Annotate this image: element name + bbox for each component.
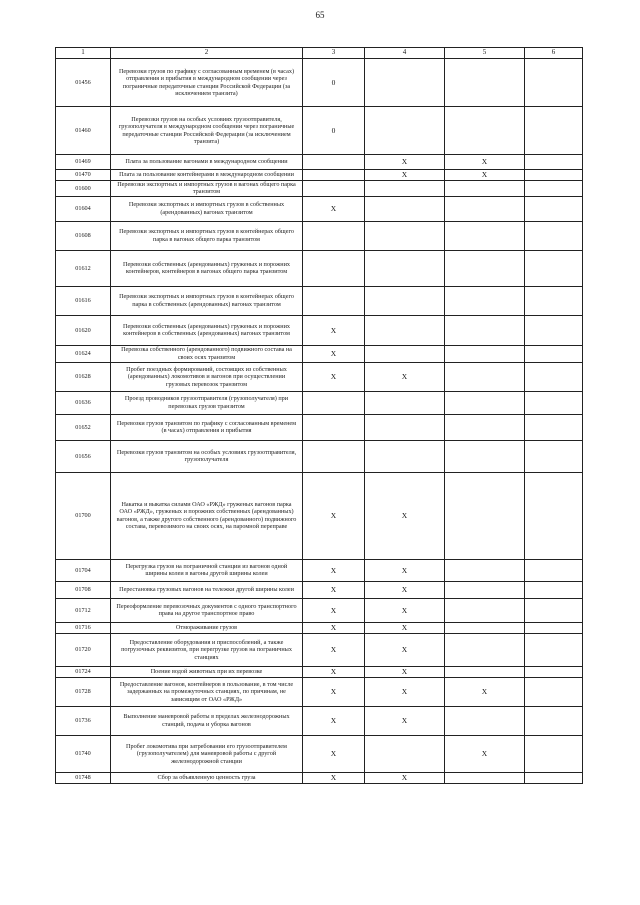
row-column-5-mark xyxy=(445,666,525,677)
row-column-3-mark: X xyxy=(303,345,365,362)
table-row xyxy=(56,391,583,414)
row-description: Перегрузка грузов на пограничной станции из вагонов одной ширины колеи в вагоны другой ширины колеи xyxy=(111,559,303,581)
row-column-4-mark xyxy=(365,440,445,472)
row-column-4-mark: X xyxy=(365,666,445,677)
table-row xyxy=(56,170,583,181)
row-column-5-mark xyxy=(445,345,525,362)
table-row xyxy=(56,559,583,581)
row-column-5-mark xyxy=(445,772,525,783)
row-column-6-mark xyxy=(525,362,583,391)
row-column-5-mark xyxy=(445,440,525,472)
table-row xyxy=(56,735,583,772)
row-column-3-mark: X xyxy=(303,472,365,559)
row-code: 01616 xyxy=(56,286,111,315)
row-code: 01612 xyxy=(56,250,111,286)
row-column-4-mark xyxy=(365,391,445,414)
row-description: Плата за пользование контейнерами в международном сообщении xyxy=(111,170,303,181)
row-column-5-mark xyxy=(445,391,525,414)
row-column-4-mark: X xyxy=(365,677,445,706)
row-description: Перевозка собственного (арендованного) подвижного состава на своих осях транзитом xyxy=(111,345,303,362)
row-column-5-mark xyxy=(445,315,525,345)
row-description: Сбор за объявленную ценность груза xyxy=(111,772,303,783)
row-description: Перестановка грузовых вагонов на тележки другой ширины колеи xyxy=(111,581,303,598)
row-column-6-mark xyxy=(525,598,583,622)
row-column-3-mark xyxy=(303,391,365,414)
row-column-5-mark xyxy=(445,706,525,735)
row-column-5-mark xyxy=(445,196,525,221)
row-code: 01652 xyxy=(56,414,111,440)
row-column-6-mark xyxy=(525,155,583,170)
row-column-3-mark: X xyxy=(303,735,365,772)
row-column-6-mark xyxy=(525,221,583,250)
row-column-5-mark xyxy=(445,633,525,666)
row-description: Пробег поездных формирований, состоящих из собственных (арендованных) локомотивов и вагонов при осуществлении грузовых перевозок транзитом xyxy=(111,362,303,391)
row-description: Предоставление вагонов, контейнеров в пользование, в том числе задержанных на промежуточных станциях, по причинам, не зависящим от ОАО «РЖД» xyxy=(111,677,303,706)
row-column-5-mark xyxy=(445,598,525,622)
row-description: Отмораживание грузов xyxy=(111,622,303,633)
table-row xyxy=(56,221,583,250)
row-code: 01716 xyxy=(56,622,111,633)
row-column-3-mark xyxy=(303,414,365,440)
row-code: 01604 xyxy=(56,196,111,221)
row-column-4-mark: X xyxy=(365,559,445,581)
row-column-5-mark: X xyxy=(445,677,525,706)
row-code: 01748 xyxy=(56,772,111,783)
column-header-6: 6 xyxy=(525,48,583,59)
row-column-5-mark xyxy=(445,221,525,250)
row-column-6-mark xyxy=(525,414,583,440)
row-code: 01620 xyxy=(56,315,111,345)
row-column-3-mark: X xyxy=(303,362,365,391)
row-column-3-mark: X xyxy=(303,581,365,598)
row-column-4-mark xyxy=(365,250,445,286)
row-column-6-mark xyxy=(525,706,583,735)
row-column-3-mark xyxy=(303,170,365,181)
table-row xyxy=(56,414,583,440)
table-row xyxy=(56,622,583,633)
row-code: 01628 xyxy=(56,362,111,391)
row-code: 01636 xyxy=(56,391,111,414)
table-row xyxy=(56,107,583,155)
row-column-5-mark xyxy=(445,286,525,315)
row-column-4-mark xyxy=(365,315,445,345)
row-code: 01724 xyxy=(56,666,111,677)
row-column-5-mark xyxy=(445,559,525,581)
row-description: Перевозки собственных (арендованных) груженых и порожних контейнеров в собственных (арендованных) вагонах транзитом xyxy=(111,315,303,345)
row-description: Перевозки грузов транзитом на особых условиях грузоотправителя, грузополучателя xyxy=(111,440,303,472)
row-column-5-mark xyxy=(445,59,525,107)
row-description: Перевозки грузов на особых условиях грузоотправителя, грузополучателя в международном сообщении через пограничные передаточные станции Российской Федерации (за исключением транзита) xyxy=(111,107,303,155)
row-column-5-mark xyxy=(445,581,525,598)
row-column-6-mark xyxy=(525,315,583,345)
row-column-4-mark xyxy=(365,196,445,221)
row-code: 01736 xyxy=(56,706,111,735)
row-column-3-mark xyxy=(303,181,365,197)
row-column-4-mark: X xyxy=(365,772,445,783)
column-header-4: 4 xyxy=(365,48,445,59)
row-column-5-mark: X xyxy=(445,170,525,181)
row-column-4-mark xyxy=(365,735,445,772)
row-code: 01600 xyxy=(56,181,111,197)
table-row xyxy=(56,181,583,197)
row-column-3-mark xyxy=(303,286,365,315)
row-code: 01456 xyxy=(56,59,111,107)
row-column-4-mark xyxy=(365,107,445,155)
row-column-6-mark xyxy=(525,345,583,362)
column-header-5: 5 xyxy=(445,48,525,59)
row-column-3-mark: X xyxy=(303,196,365,221)
table-row xyxy=(56,598,583,622)
table-row xyxy=(56,315,583,345)
row-description: Перевозки экспортных и импортных грузов в вагонах общего парка транзитом xyxy=(111,181,303,197)
row-column-4-mark: X xyxy=(365,622,445,633)
row-column-3-mark: X xyxy=(303,633,365,666)
table-row xyxy=(56,286,583,315)
row-column-3-mark xyxy=(303,155,365,170)
table-row xyxy=(56,155,583,170)
row-column-6-mark xyxy=(525,622,583,633)
row-column-6-mark xyxy=(525,666,583,677)
table-row xyxy=(56,666,583,677)
row-code: 01469 xyxy=(56,155,111,170)
services-table xyxy=(55,47,583,784)
row-column-4-mark: X xyxy=(365,362,445,391)
row-description: Плата за пользование вагонами в международном сообщении xyxy=(111,155,303,170)
row-column-5-mark: X xyxy=(445,155,525,170)
row-column-3-mark: X xyxy=(303,677,365,706)
row-column-6-mark xyxy=(525,391,583,414)
row-column-4-mark: X xyxy=(365,581,445,598)
row-description: Переоформление перевозочных документов с одного транспортного права на другое транспортное право xyxy=(111,598,303,622)
row-description: Выполнение маневровой работы в пределах железнодорожных станций, подача и уборка вагонов xyxy=(111,706,303,735)
row-column-6-mark xyxy=(525,286,583,315)
row-column-4-mark: X xyxy=(365,472,445,559)
row-column-4-mark: X xyxy=(365,633,445,666)
row-column-5-mark xyxy=(445,362,525,391)
row-column-6-mark xyxy=(525,440,583,472)
row-column-4-mark: X xyxy=(365,155,445,170)
row-column-3-mark: X xyxy=(303,706,365,735)
table-row xyxy=(56,581,583,598)
row-column-5-mark xyxy=(445,622,525,633)
row-code: 01704 xyxy=(56,559,111,581)
row-column-6-mark xyxy=(525,250,583,286)
row-description: Перевозки экспортных и импортных грузов в собственных (арендованных) вагонах транзитом xyxy=(111,196,303,221)
row-column-6-mark xyxy=(525,59,583,107)
row-description: Перевозки собственных (арендованных) груженых и порожних контейнеров, контейнеров в вагонах общего парка транзитом xyxy=(111,250,303,286)
row-column-3-mark: X xyxy=(303,559,365,581)
table-row xyxy=(56,362,583,391)
row-column-6-mark xyxy=(525,677,583,706)
page-number: 65 xyxy=(315,10,325,20)
row-column-4-mark xyxy=(365,286,445,315)
row-description: Перевозки экспортных и импортных грузов в контейнерах общего парка в вагонах общего парка транзитом xyxy=(111,221,303,250)
row-code: 01656 xyxy=(56,440,111,472)
row-column-5-mark: X xyxy=(445,735,525,772)
row-column-4-mark: X xyxy=(365,170,445,181)
row-column-4-mark xyxy=(365,345,445,362)
row-column-6-mark xyxy=(525,472,583,559)
row-column-5-mark xyxy=(445,250,525,286)
row-code: 01728 xyxy=(56,677,111,706)
table-row xyxy=(56,706,583,735)
row-code: 01720 xyxy=(56,633,111,666)
column-header-3: 3 xyxy=(303,48,365,59)
row-code: 01708 xyxy=(56,581,111,598)
row-column-6-mark xyxy=(525,772,583,783)
row-column-6-mark xyxy=(525,107,583,155)
row-column-6-mark xyxy=(525,581,583,598)
row-description: Накатка и выкатка силами ОАО «РЖД» груженых вагонов парка ОАО «РЖД», груженых и порожних собственных (арендованных) вагонов, а также другого собственного (арендованного) подвижного состава, перевозимого на своих осях, на паромной переправе xyxy=(111,472,303,559)
row-code: 01624 xyxy=(56,345,111,362)
row-column-3-mark: X xyxy=(303,622,365,633)
row-code: 01700 xyxy=(56,472,111,559)
table-body xyxy=(56,59,583,784)
row-column-4-mark xyxy=(365,221,445,250)
row-column-4-mark xyxy=(365,414,445,440)
row-description: Пробег локомотива при затребовании его грузоотправителем (грузополучателем) для маневровой работы с другой железнодорожной станции xyxy=(111,735,303,772)
row-column-6-mark xyxy=(525,181,583,197)
row-code: 01470 xyxy=(56,170,111,181)
row-column-5-mark xyxy=(445,472,525,559)
row-column-6-mark xyxy=(525,633,583,666)
row-column-6-mark xyxy=(525,170,583,181)
row-column-3-mark xyxy=(303,221,365,250)
row-column-6-mark xyxy=(525,559,583,581)
row-description: Перевозки грузов транзитом по графику с согласованным временем (в часах) отправления и прибытия xyxy=(111,414,303,440)
table-row xyxy=(56,677,583,706)
table-row xyxy=(56,440,583,472)
row-description: Перевозки грузов по графику с согласованным временем (в часах) отправления и прибытия в международном сообщении через пограничные передаточные станции Российской Федерации (за исключением транзита) xyxy=(111,59,303,107)
row-column-4-mark: X xyxy=(365,598,445,622)
row-description: Поение водой животных при их перевозке xyxy=(111,666,303,677)
row-code: 01608 xyxy=(56,221,111,250)
row-column-3-mark: X xyxy=(303,598,365,622)
row-description: Предоставление оборудования и приспособлений, а также погрузочных реквизитов, при перегрузке грузов на пограничных станциях xyxy=(111,633,303,666)
table-row xyxy=(56,633,583,666)
row-column-3-mark xyxy=(303,440,365,472)
row-code: 01740 xyxy=(56,735,111,772)
table-header-row xyxy=(56,48,583,59)
table-row xyxy=(56,59,583,107)
row-description: Проезд проводников грузоотправителя (грузополучателя) при перевозках грузов транзитом xyxy=(111,391,303,414)
row-column-6-mark xyxy=(525,196,583,221)
row-column-3-mark xyxy=(303,250,365,286)
row-column-3-mark: 0 xyxy=(303,59,365,107)
row-column-3-mark: X xyxy=(303,666,365,677)
table-row xyxy=(56,772,583,783)
column-header-1: 1 xyxy=(56,48,111,59)
table-row xyxy=(56,345,583,362)
row-description: Перевозки экспортных и импортных грузов в контейнерах общего парка в собственных (арендованных) вагонах транзитом xyxy=(111,286,303,315)
table-row xyxy=(56,196,583,221)
row-column-5-mark xyxy=(445,107,525,155)
row-column-3-mark: 0 xyxy=(303,107,365,155)
row-column-5-mark xyxy=(445,181,525,197)
row-column-4-mark xyxy=(365,181,445,197)
row-column-4-mark xyxy=(365,59,445,107)
row-column-4-mark: X xyxy=(365,706,445,735)
table-row xyxy=(56,250,583,286)
row-column-3-mark: X xyxy=(303,772,365,783)
row-column-5-mark xyxy=(445,414,525,440)
table-row xyxy=(56,472,583,559)
row-code: 01712 xyxy=(56,598,111,622)
column-header-2: 2 xyxy=(111,48,303,59)
row-column-6-mark xyxy=(525,735,583,772)
row-column-3-mark: X xyxy=(303,315,365,345)
row-code: 01460 xyxy=(56,107,111,155)
